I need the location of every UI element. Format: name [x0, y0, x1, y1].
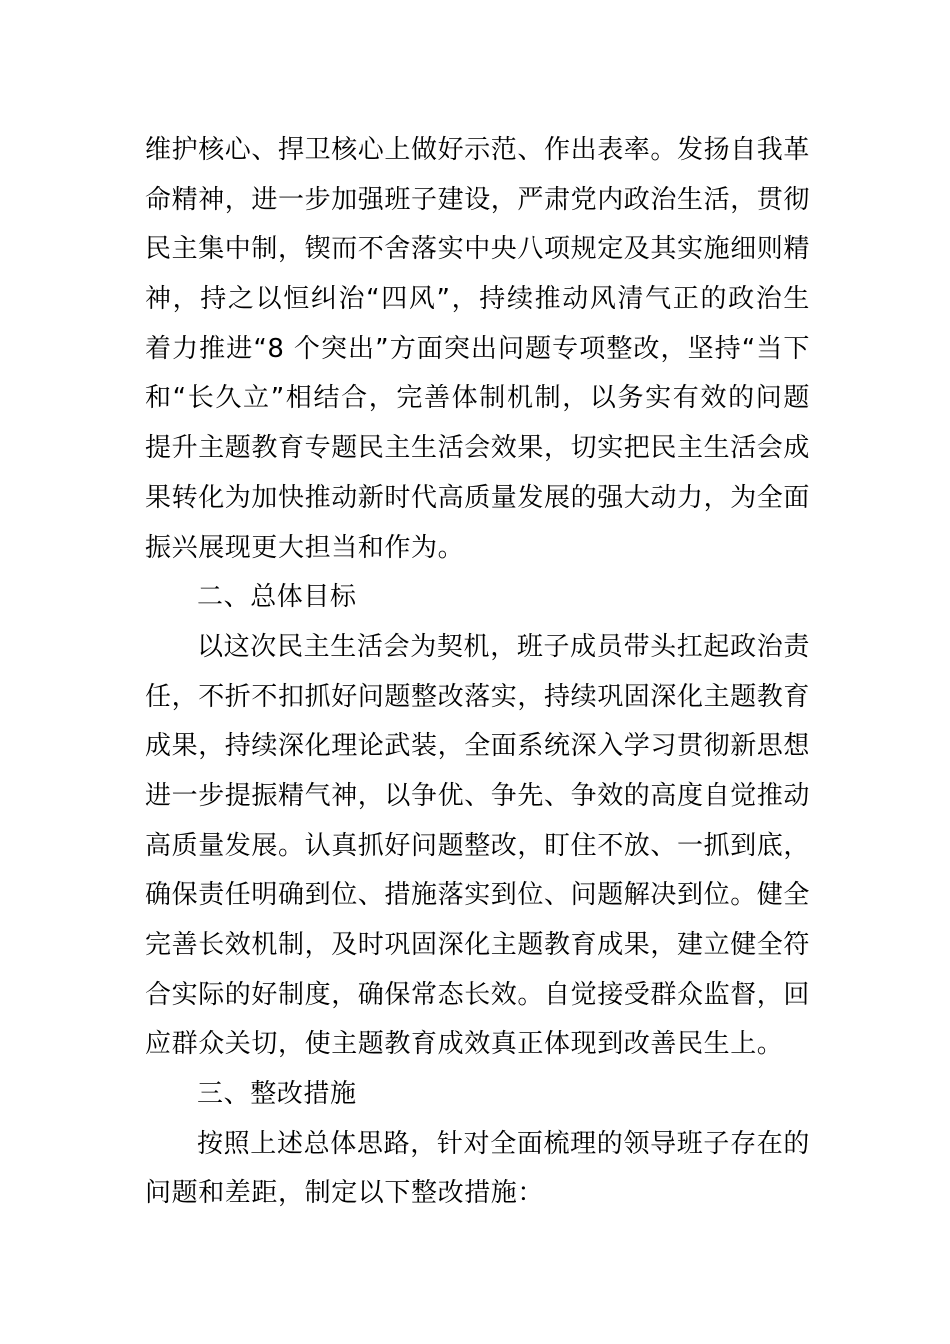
paragraph-line: 进一步提振精气神，以争优、争先、争效的高度自觉推动: [145, 780, 810, 811]
paragraph-line: 着力推进“8 个突出”方面突出问题专项整改，坚持“当下: [145, 333, 810, 364]
paragraph-line: 完善长效机制，及时巩固深化主题教育成果，建立健全符: [145, 930, 810, 960]
paragraph-line: 果转化为加快推动新时代高质量发展的强大动力，为全面: [145, 482, 810, 513]
paragraph-line: 合实际的好制度，确保常态长效。自觉接受群众监督，回: [145, 979, 810, 1010]
section-heading-overall-goal: 二、总体目标: [197, 582, 357, 613]
paragraph-line: 神，持之以恒纠治“四风”，持续推动风清气正的政治生: [145, 284, 810, 315]
paragraph-line: 提升主题教育专题民主生活会效果，切实把民主生活会成: [145, 433, 810, 464]
paragraph-line: 问题和差距，制定以下整改措施：: [145, 1178, 545, 1209]
paragraph-line: 应群众关切，使主题教育成效真正体现到改善民生上。: [145, 1029, 784, 1060]
section-heading-rectification-measures: 三、整改措施: [197, 1079, 357, 1110]
paragraph-line: 维护核心、捍卫核心上做好示范、作出表率。发扬自我革: [145, 135, 810, 165]
paragraph-line: 振兴展现更大担当和作为。: [145, 532, 465, 563]
paragraph-line: 任，不折不扣抓好问题整改落实，持续巩固深化主题教育: [145, 681, 810, 712]
paragraph-line: 和“长久立”相结合，完善体制机制，以务实有效的问题: [145, 383, 810, 414]
paragraph-line: 确保责任明确到位、措施落实到位、问题解决到位。健全: [145, 880, 810, 911]
paragraph-line: 按照上述总体思路，针对全面梳理的领导班子存在的: [197, 1128, 810, 1159]
paragraph-line: 命精神，进一步加强班子建设，严肃党内政治生活，贯彻: [145, 184, 810, 215]
paragraph-line: 以这次民主生活会为契机，班子成员带头扛起政治责: [197, 631, 810, 662]
document-body: [145, 126, 810, 1219]
paragraph-line: 民主集中制，锲而不舍落实中央八项规定及其实施细则精: [145, 234, 810, 265]
paragraph-line: 高质量发展。认真抓好问题整改，盯住不放、一抓到底，: [145, 830, 810, 861]
paragraph-line: 成果，持续深化理论武装，全面系统深入学习贯彻新思想: [145, 731, 810, 762]
